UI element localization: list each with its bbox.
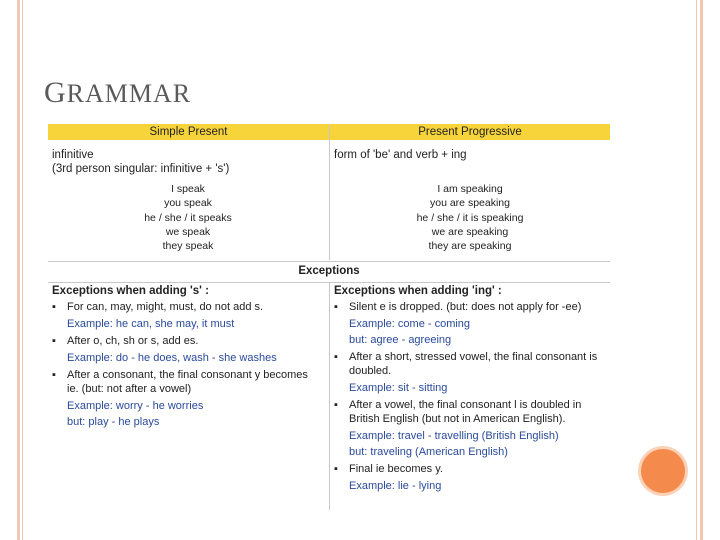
example-text: Example: lie - lying (349, 480, 442, 492)
list-item (334, 462, 606, 476)
rule-text: After a consonant, the final consonant y becomes ie. (but: not after a vowel) (67, 369, 308, 395)
right-exceptions-list (334, 300, 606, 496)
title-initial: G (44, 76, 67, 109)
col2-header: Present Progressive (330, 124, 610, 140)
conjugation-line: they are speaking (428, 240, 512, 253)
left-frame-line (17, 0, 20, 540)
example-text: but: traveling (American English) (349, 446, 508, 458)
col1-header: Simple Present (48, 124, 329, 140)
conjugation-line: you are speaking (430, 197, 510, 210)
rule-text: After a short, stressed vowel, the final consonant is doubled. (349, 351, 598, 377)
column-divider-bottom (329, 283, 330, 510)
list-item (334, 350, 606, 378)
conjugation-line: he / she / it speaks (144, 211, 232, 224)
example-text: Example: sit - sitting (349, 382, 448, 394)
conjugation-line: you speak (164, 197, 212, 210)
example-text: but: agree - agreeing (349, 334, 452, 346)
title-rest: RAMMAR (66, 79, 192, 108)
slide-title (44, 76, 191, 110)
left-frame-line-thin (22, 0, 23, 540)
col1-examples (108, 182, 268, 253)
grammar-table (48, 124, 610, 510)
conjugation-line: I speak (171, 183, 205, 195)
col1-form-line: (3rd person singular: infinitive + 's') (52, 163, 230, 175)
exceptions-header: Exceptions (298, 265, 360, 277)
list-item (334, 300, 606, 314)
rule-text: For can, may, might, must, do not add s. (67, 301, 264, 313)
rule-text: After o, ch, sh or s, add es. (67, 335, 199, 347)
conjugation-line: they speak (162, 240, 214, 253)
example-text: Example: do - he does, wash - she washes (67, 352, 277, 364)
rule-text: Silent e is dropped. (but: does not apply for -ee) (349, 301, 582, 313)
conjugation-line: he / she / it is speaking (416, 211, 524, 224)
list-item (52, 334, 322, 348)
example-text: Example: come - coming (349, 318, 471, 330)
right-frame-line (700, 0, 703, 540)
example-text: Example: worry - he worries (67, 400, 204, 412)
list-item (334, 398, 606, 426)
right-frame-line-thin (696, 0, 697, 540)
left-exceptions-list (52, 300, 322, 432)
row-divider-1 (48, 261, 610, 262)
rule-text: Final ie becomes y. (349, 463, 443, 475)
col1-form (52, 148, 322, 176)
col1-form-line: infinitive (52, 149, 94, 161)
list-item (52, 368, 322, 396)
conjugation-line: we are speaking (431, 225, 509, 238)
right-sub-header: Exceptions when adding 'ing' : (334, 285, 502, 297)
left-sub-header: Exceptions when adding 's' : (52, 285, 209, 297)
rule-text: After a vowel, the final consonant l is doubled in British English (but not in American English). (349, 399, 582, 425)
col2-form: form of 'be' and verb + ing (334, 149, 467, 161)
list-item (52, 300, 322, 314)
conjugation-line: I am speaking (437, 183, 503, 195)
conjugation-line: we speak (165, 225, 211, 238)
example-text: Example: he can, she may, it must (67, 318, 235, 330)
col2-examples (390, 182, 550, 253)
example-text: but: play - he plays (67, 416, 160, 428)
decorative-orange-circle (641, 449, 685, 493)
column-divider-top (329, 124, 330, 260)
example-text: Example: travel - travelling (British English) (349, 430, 559, 442)
